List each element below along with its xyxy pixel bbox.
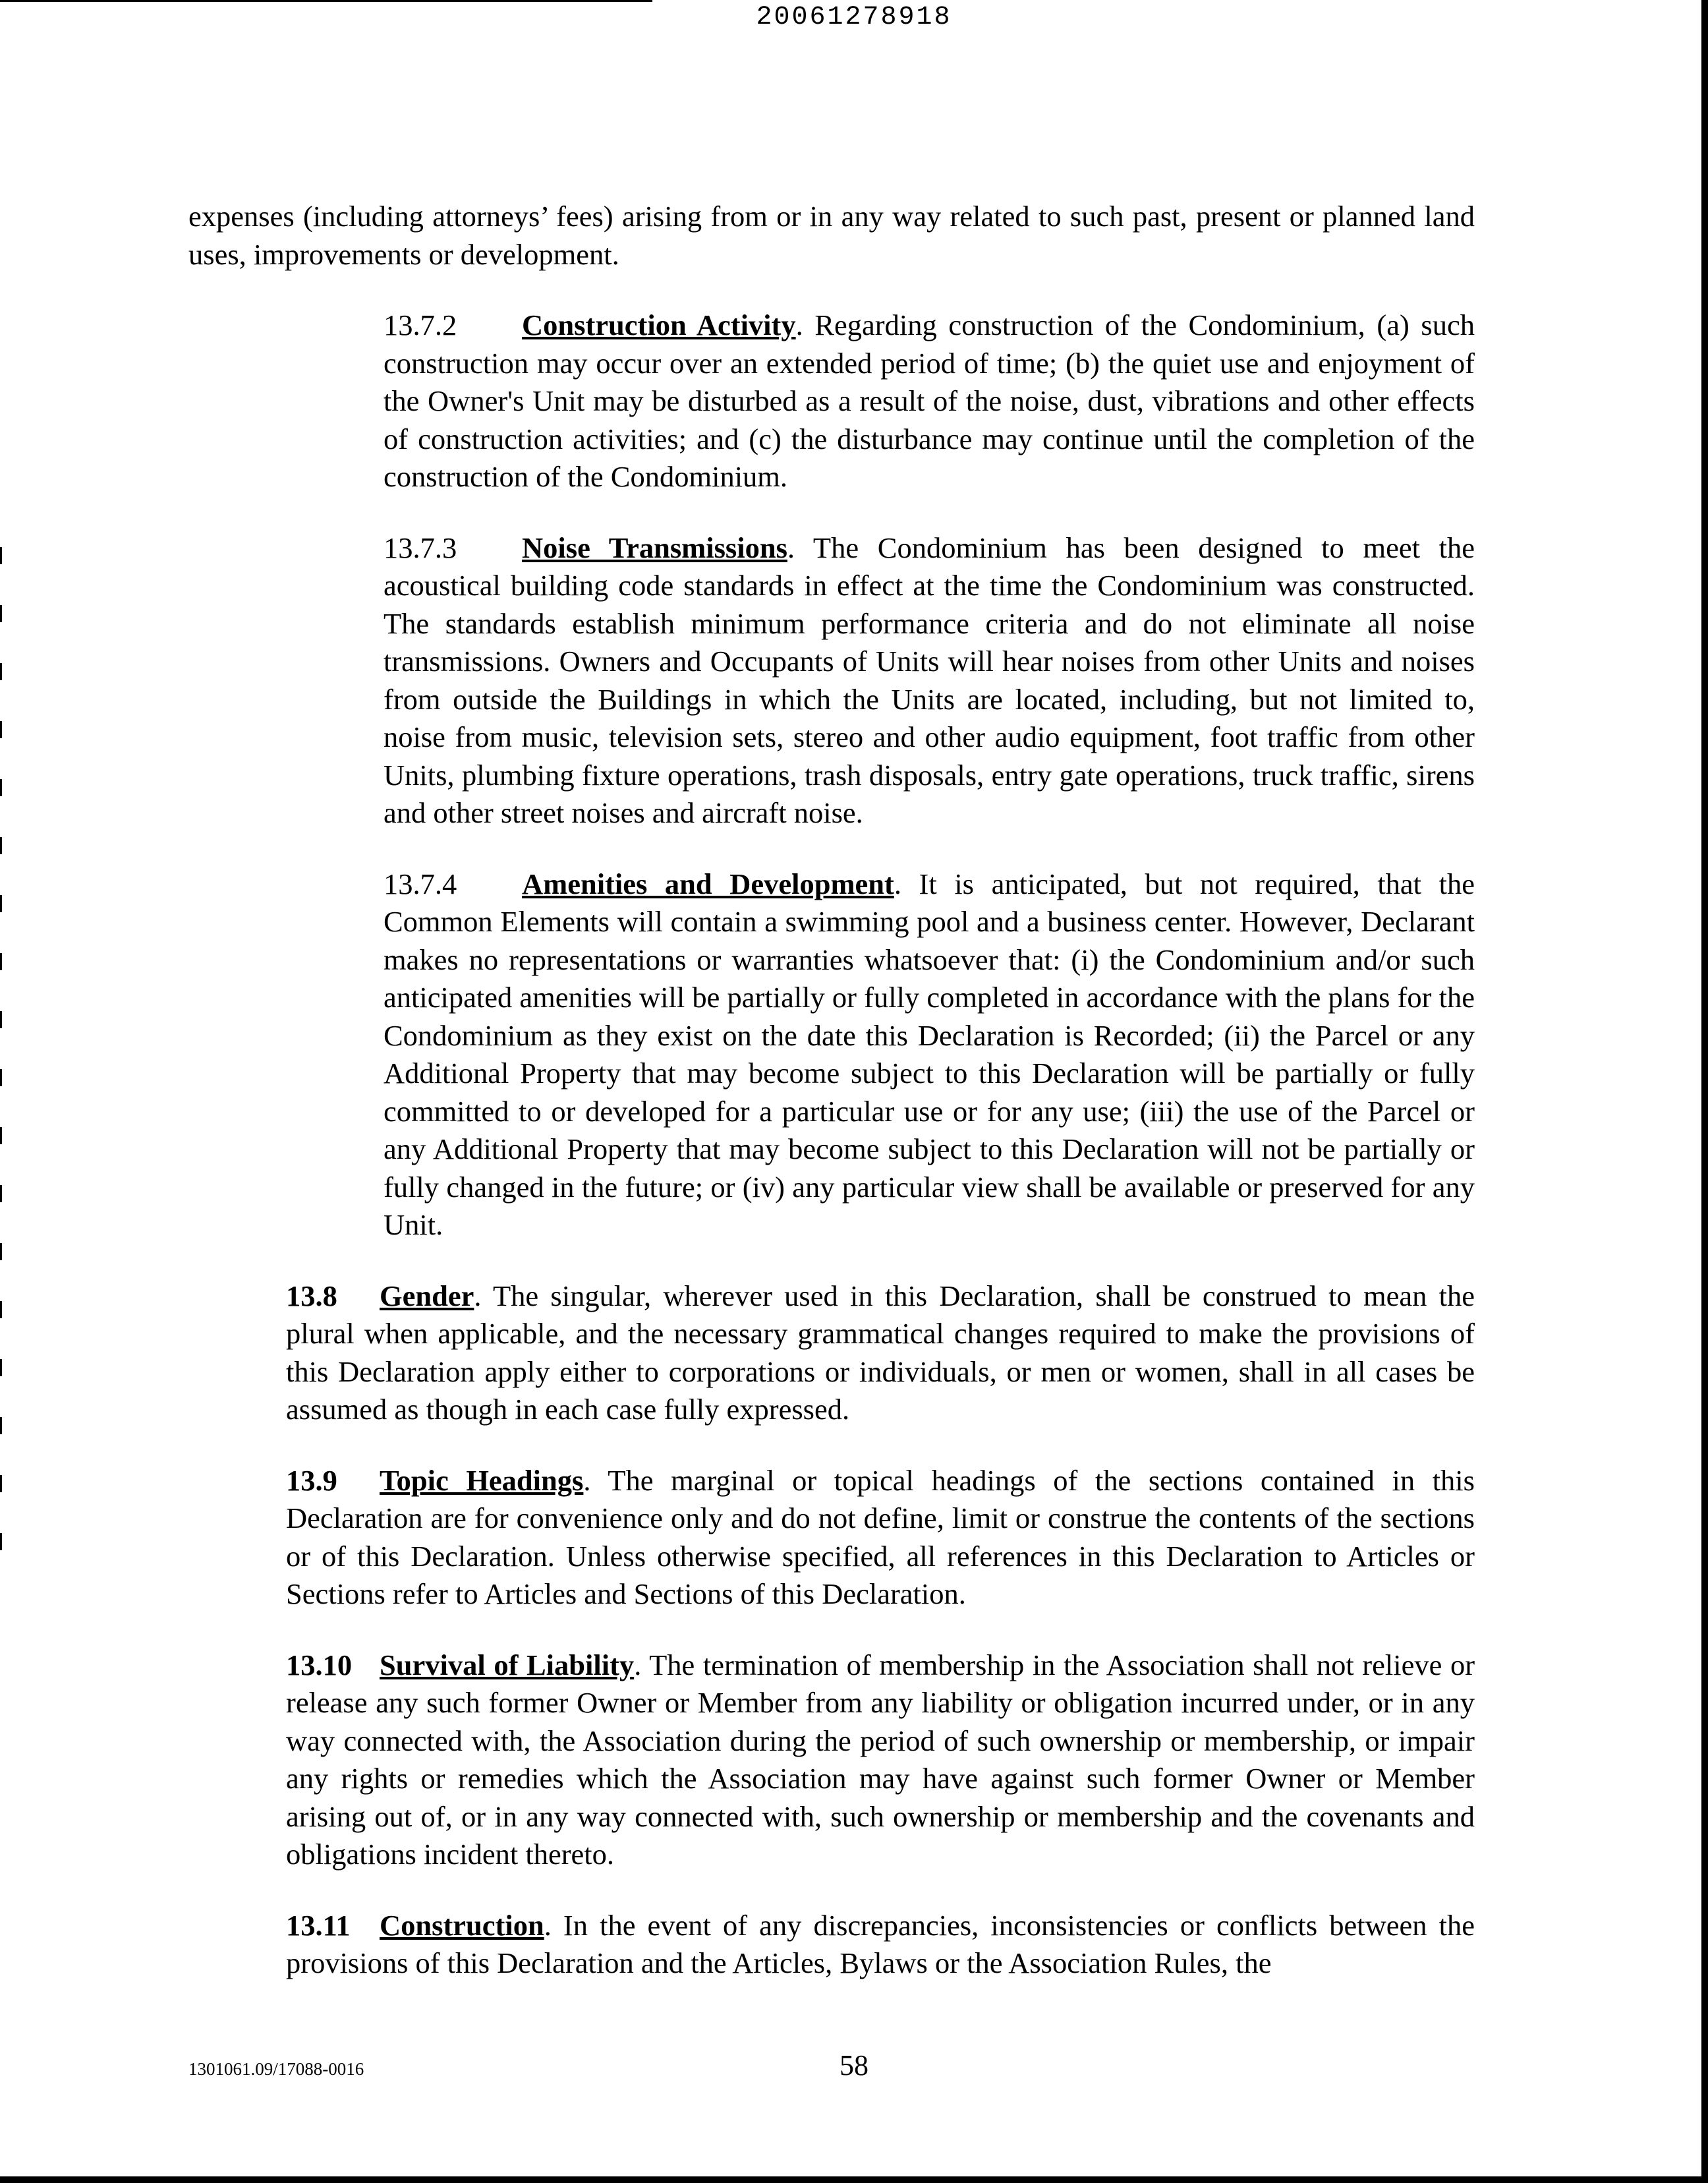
section-number: 13.10 <box>286 1648 353 1681</box>
paragraph-continuation: expenses (including attorneys’ fees) arising from or in any way related to such past, present or planned land uses, improvements or development. <box>188 200 1475 271</box>
section-text: . In the event of any discrepancies, inconsistencies or conflicts between the provisions of this Declaration and the Articles, Bylaws or the Association Rules, the <box>286 1908 1475 1979</box>
section-number: 13.7.3 <box>384 531 457 564</box>
section-number: 13.7.4 <box>384 867 457 900</box>
top-rule <box>0 0 652 2</box>
section-text: . It is anticipated, but not required, that the Common Elements will contain a swimming pool and a business center. However, Declarant makes no representations or warranties whatsoever that: (i) the Condominium and/or such anticipated amenities will be partially or fully completed in accordance with the plans for the Condominium as they exist on the date this Declaration is Recorded; (ii) the Parcel or any Additional Property that may become subject to this Declaration will be partially or fully committed to or developed for a particular use or for any use; (iii) the use of the Parcel or any Additional Property that may become subject to this Declaration will not be partially or fully changed in the future; or (iv) any particular view shall be available or preserved for any Unit. <box>384 867 1475 1241</box>
section-13-7-2 <box>188 306 1475 496</box>
section-13-9 <box>188 1462 1475 1614</box>
bottom-border <box>0 2176 1708 2183</box>
section-heading: Construction Activity <box>522 308 796 341</box>
right-border <box>1701 0 1708 2183</box>
section-13-10 <box>188 1646 1475 1874</box>
page-number: 58 <box>840 2049 868 2081</box>
section-heading: Topic Headings <box>380 1463 584 1497</box>
section-text: . The termination of membership in the Association shall not relieve or release any such former Owner or Member from any liability or obligation incurred under, or in any way connected with, the Association during the period of such ownership or membership, or impair any rights or remedies which the Association may have against such former Owner or Member arising out of, or in any way connected with, such ownership or membership and the covenants and obligations incident thereto. <box>286 1648 1475 1871</box>
section-number: 13.8 <box>286 1279 337 1312</box>
section-number: 13.9 <box>286 1463 337 1497</box>
section-number: 13.11 <box>286 1908 351 1942</box>
section-heading: Amenities and Development <box>522 867 894 900</box>
section-13-8 <box>188 1277 1475 1429</box>
section-text: . The Condominium has been designed to meet the acoustical building code standards in effect at the time the Condominium was constructed. The standards establish minimum performance criteria and do not eliminate all noise transmissions. Owners and Occupants of Units will hear noises from other Units and noises from outside the Buildings in which the Units are located, including, but not limited to, noise from music, television sets, stereo and other audio equipment, foot traffic from other Units, plumbing fixture operations, trash disposals, entry gate operations, truck traffic, sirens and other street noises and aircraft noise. <box>384 531 1475 829</box>
section-number: 13.7.2 <box>384 308 457 341</box>
document-number: 20061278918 <box>756 3 952 32</box>
left-margin-marks <box>0 547 3 1602</box>
section-heading: Noise Transmissions <box>522 531 787 564</box>
section-text: . The singular, wherever used in this Declaration, shall be construed to mean the plural when applicable, and the necessary grammatical changes required to make the provisions of this Declaration apply either to corporations or individuals, or men or women, shall in all cases be assumed as though in each case fully expressed. <box>286 1279 1475 1426</box>
section-text: . Regarding construction of the Condominium, (a) such construction may occur over an extended period of time; (b) the quiet use and enjoyment of the Owner's Unit may be disturbed as a result of the noise, dust, vibrations and other effects of construction activities; and (c) the disturbance may continue until the completion of the construction of the Condominium. <box>384 308 1475 493</box>
section-heading: Gender <box>380 1279 474 1312</box>
section-heading: Construction <box>380 1908 544 1942</box>
section-text: . The marginal or topical headings of the sections contained in this Declaration are for convenience only and do not define, limit or construe the contents of the sections or of this Declaration. Unless otherwise specified, all references in this Declaration to Articles or Sections refer to Articles and Sections of this Declaration. <box>286 1463 1475 1610</box>
footer-file-id: 1301061.09/17088-0016 <box>188 2059 364 2079</box>
section-13-7-4 <box>188 865 1475 1244</box>
section-heading: Survival of Liability <box>380 1648 635 1681</box>
section-13-7-3 <box>188 529 1475 832</box>
document-body <box>188 198 1475 2016</box>
section-13-11 <box>188 1907 1475 1983</box>
